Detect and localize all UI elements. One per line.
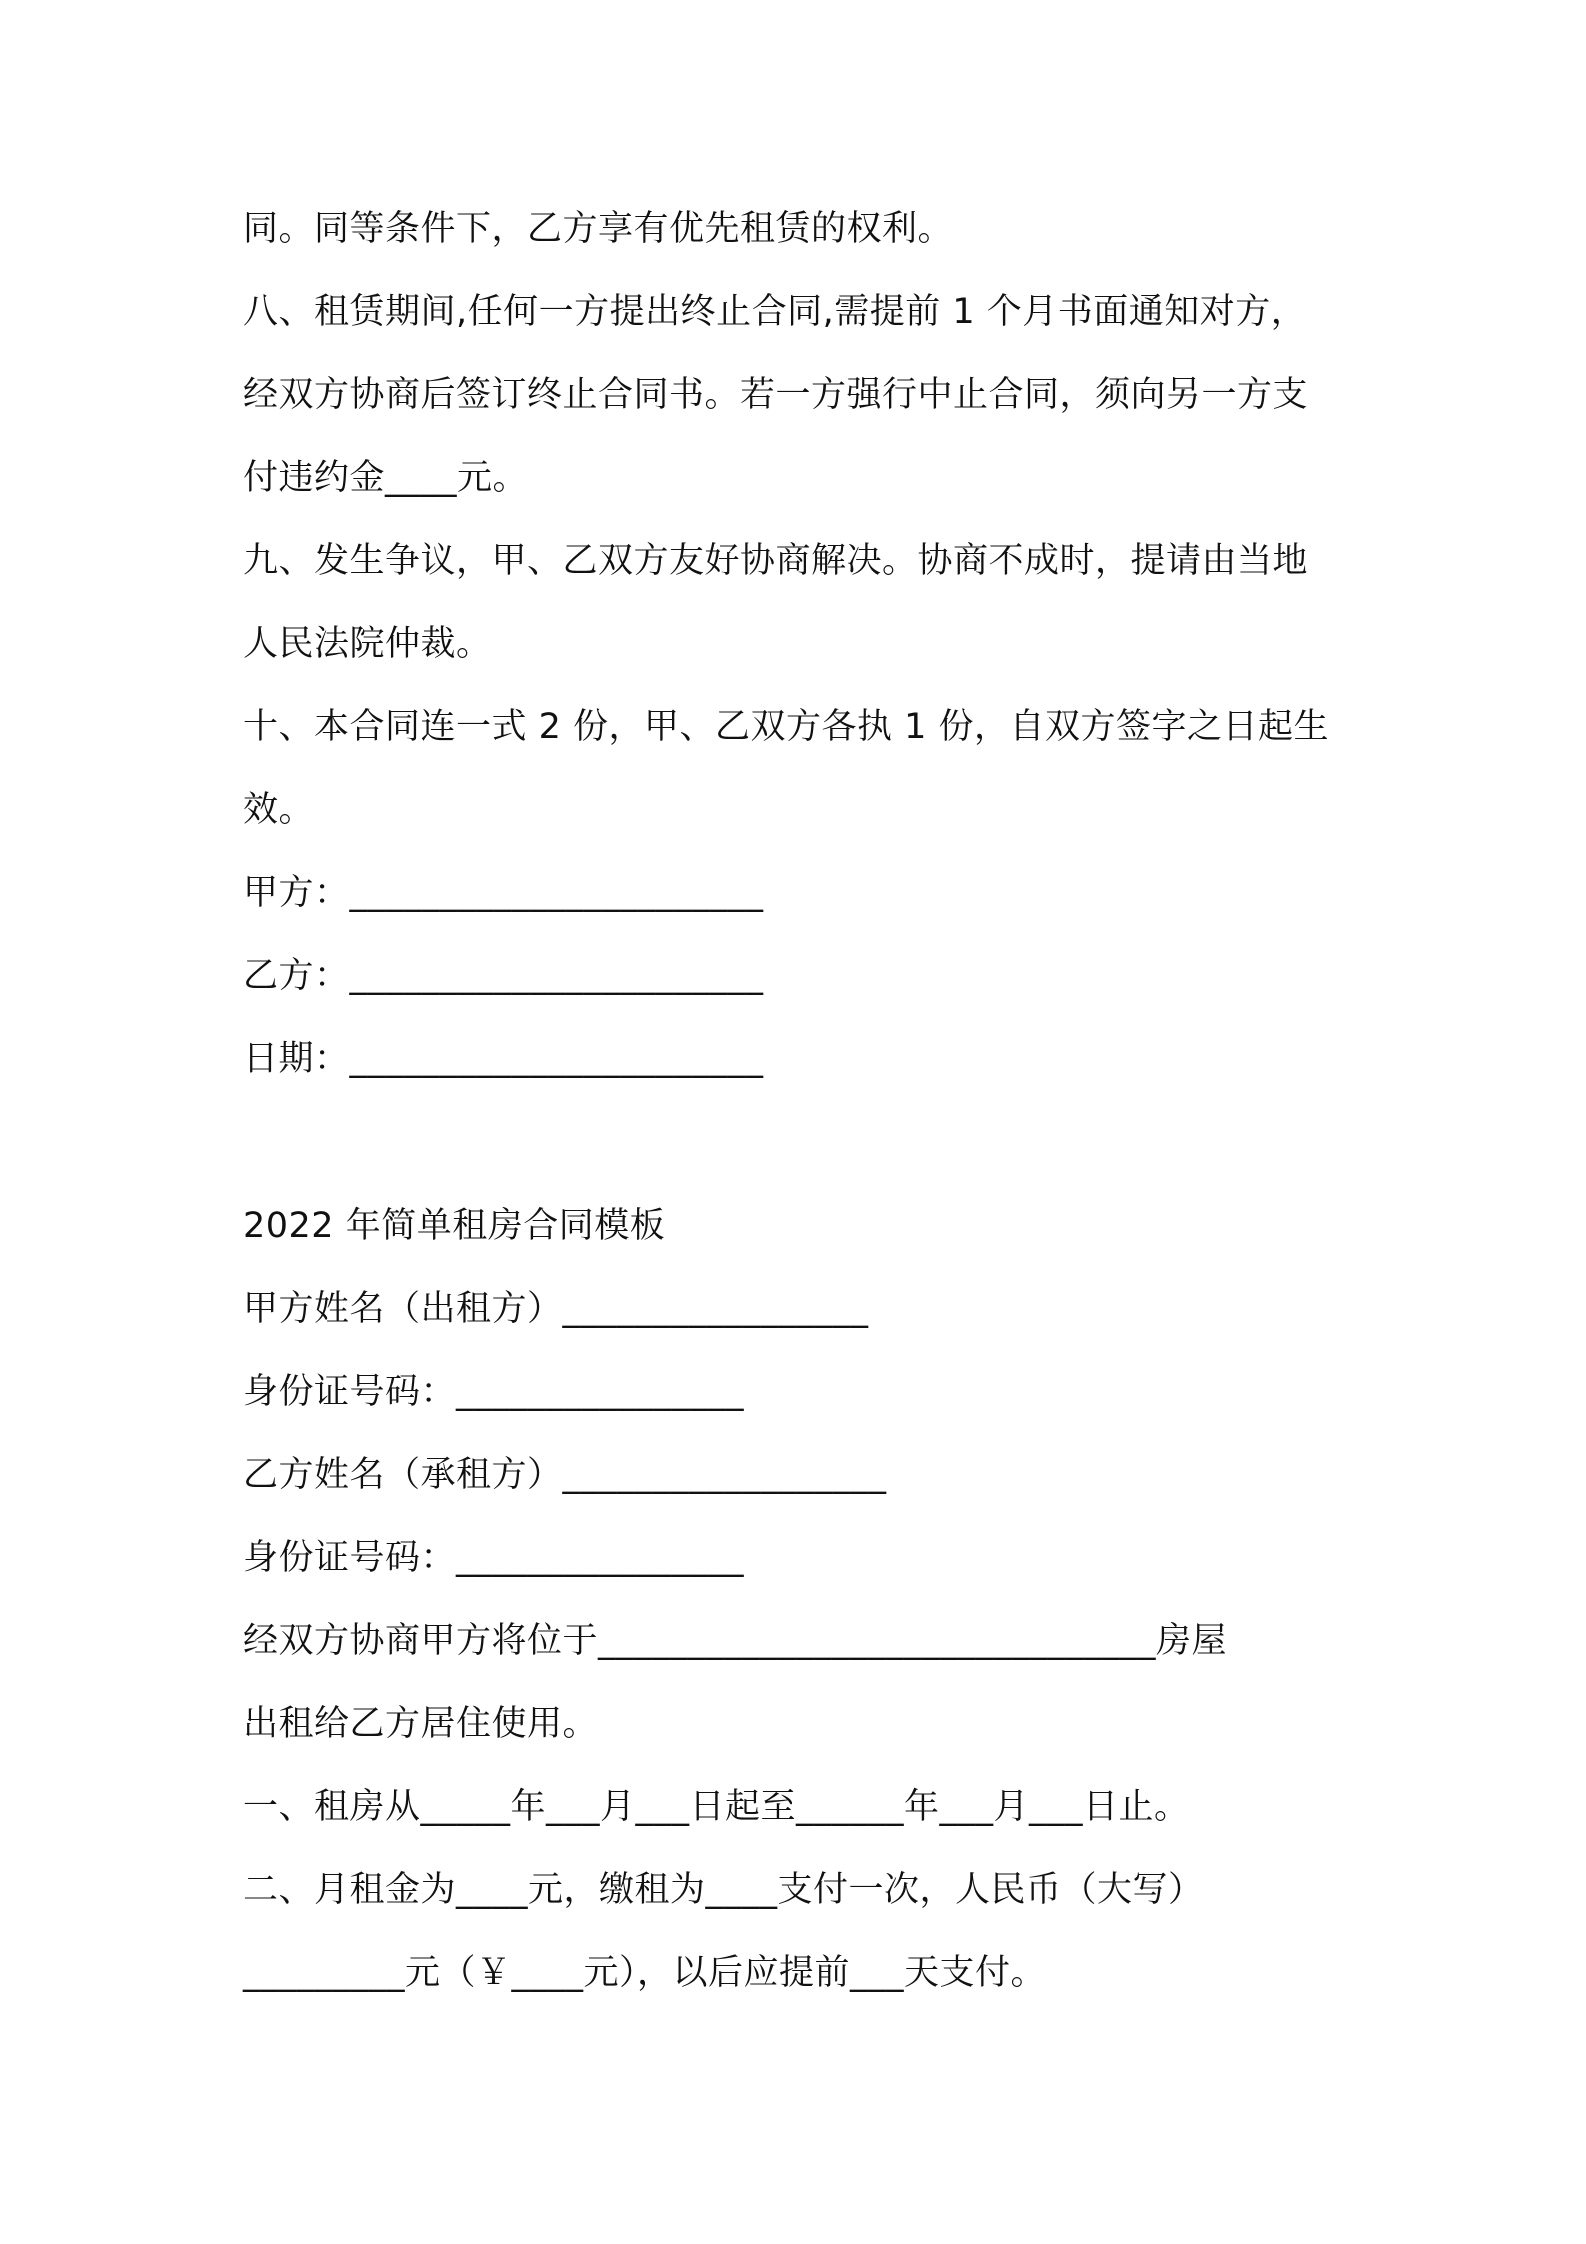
clause-8-line-2: 经双方协商后签订终止合同书。若一方强行中止合同，须向另一方支 (243, 375, 1309, 415)
clause-10-line-1: 十、本合同连一式 2 份，甲、乙双方各执 1 份，自双方签字之日起生 (243, 707, 1330, 747)
rent-line-1: 二、月租金为____元，缴租为____支付一次，人民币（大写） (243, 1870, 1204, 1910)
clause-9-line-1: 九、发生争议，甲、乙双方友好协商解决。协商不成时，提请由当地 (243, 541, 1309, 581)
party-a-signature-line: 甲方：_______________________ (243, 873, 764, 913)
text-line-continuation: 同。同等条件下，乙方享有优先租赁的权利。 (243, 209, 954, 249)
clause-10-line-2: 效。 (243, 790, 315, 830)
clause-8-line-1: 八、租赁期间,任何一方提出终止合同,需提前 1 个月书面通知对方， (243, 292, 1307, 332)
date-signature-line: 日期：_______________________ (243, 1039, 764, 1079)
section-title: 2022 年简单租房合同模板 (243, 1206, 666, 1246)
property-location-line-2: 出租给乙方居住使用。 (243, 1704, 599, 1744)
tenant-name-line: 乙方姓名（承租方）__________________ (243, 1455, 887, 1495)
tenant-id-line: 身份证号码：________________ (243, 1538, 745, 1578)
clause-9-line-2: 人民法院仲裁。 (243, 624, 492, 664)
clause-8-line-3: 付违约金____元。 (243, 458, 529, 498)
landlord-id-line: 身份证号码：________________ (243, 1372, 745, 1412)
rent-line-2: _________元（￥____元），以后应提前___天支付。 (243, 1953, 1047, 1993)
lease-term-line: 一、租房从_____年___月___日起至______年___月___日止。 (243, 1787, 1190, 1827)
party-b-signature-line: 乙方：_______________________ (243, 956, 764, 996)
property-location-line-1: 经双方协商甲方将位于_______________________________房屋 (243, 1621, 1228, 1661)
landlord-name-line: 甲方姓名（出租方）_________________ (243, 1289, 869, 1329)
